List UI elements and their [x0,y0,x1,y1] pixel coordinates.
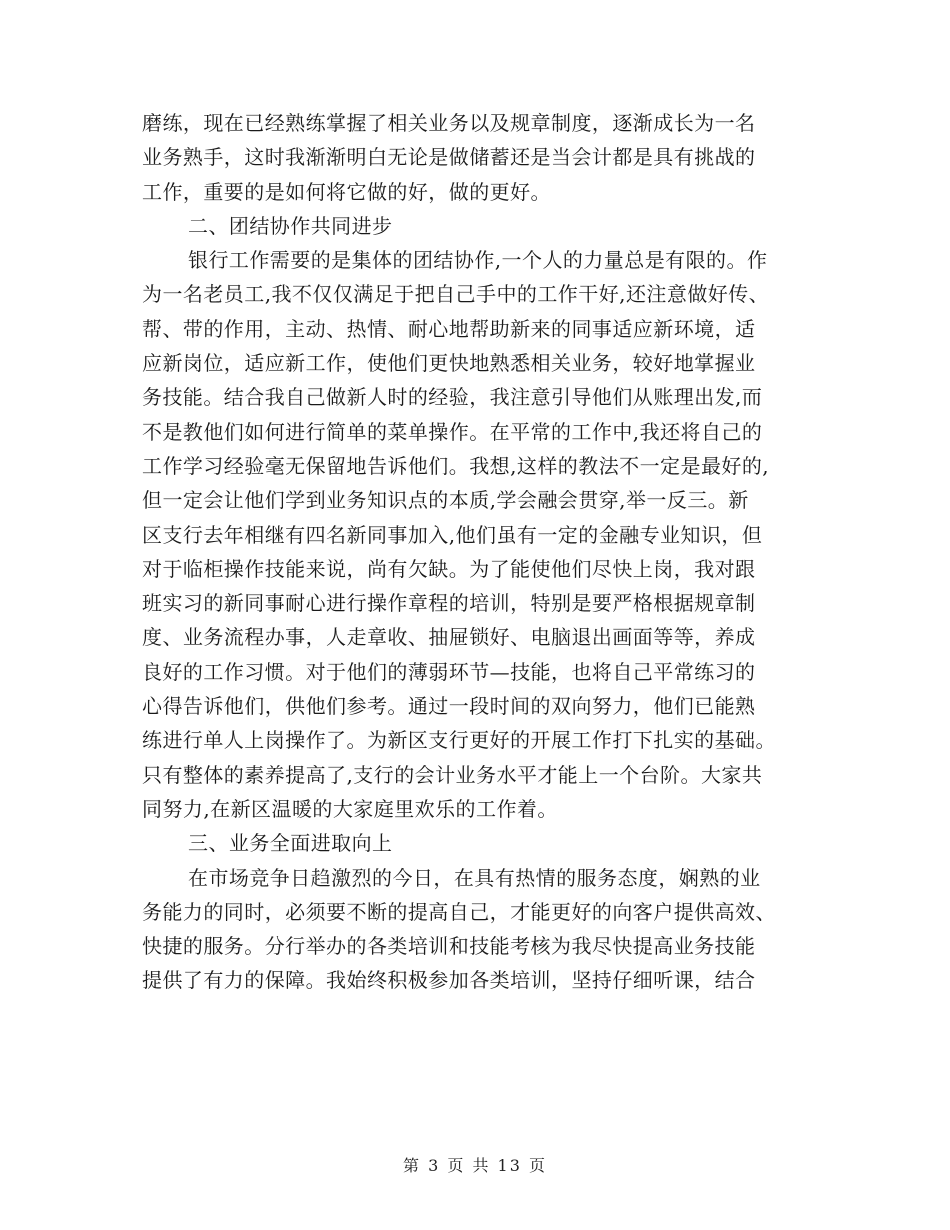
document-text-line: 应新岗位，适应新工作，使他们更快地熟悉相关业务，较好地掌握业 [142,351,756,376]
document-text-line: 银行工作需要的是集体的团结协作,一个人的力量总是有限的。作 [188,248,768,273]
document-text-line: 为一名老员工,我不仅仅满足于把自己手中的工作干好,还注意做好传、 [142,282,770,307]
document-text-line: 帮、带的作用，主动、热情、耐心地帮助新来的同事适应新环境，适 [142,316,756,341]
document-text-line: 区支行去年相继有四名新同事加入,他们虽有一定的金融专业知识，但 [142,522,763,547]
document-text-line: 不是教他们如何进行简单的菜单操作。在平常的工作中,我还将自己的 [142,419,763,444]
document-text-line: 对于临柜操作技能来说，尚有欠缺。为了能使他们尽快上岗，我对跟 [142,556,756,581]
document-text-line: 良好的工作习惯。对于他们的薄弱环节—技能，也将自己平常练习的 [142,659,756,684]
document-text-line: 工作，重要的是如何将它做的好，做的更好。 [142,179,551,204]
document-text-line: 在市场竞争日趋激烈的今日，在具有热情的服务态度，娴熟的业 [188,865,761,890]
document-text-line: 但一定会让他们学到业务知识点的本质,学会融会贯穿,举一反三。新 [142,488,749,513]
document-text-line: 练进行单人上岗操作了。为新区支行更好的开展工作打下扎实的基础。 [142,728,776,753]
document-text-line: 务能力的同时，必须要不断的提高自己，才能更好的向客户提供高效、 [142,899,776,924]
document-text-line: 度、业务流程办事，人走章收、抽屉锁好、电脑退出画面等等，养成 [142,625,756,650]
document-text-line: 工作学习经验毫无保留地告诉他们。我想,这样的教法不一定是最好的, [142,453,770,478]
document-text-line: 心得告诉他们，供他们参考。通过一段时间的双向努力，他们已能熟 [142,694,756,719]
document-text-line: 同努力,在新区温暖的大家庭里欢乐的工作着。 [142,796,558,821]
document-text-line: 快捷的服务。分行举办的各类培训和技能考核为我尽快提高业务技能 [142,934,756,959]
document-text-line: 二、团结协作共同进步 [188,213,393,238]
document-text-line: 务技能。结合我自己做新人时的经验，我注意引导他们从账理出发,而 [142,385,763,410]
document-body [142,106,812,998]
document-text-line: 只有整体的素养提高了,支行的会计业务水平才能上一个台阶。大家共 [142,762,763,787]
page-number-footer: 第 3 页 共 13 页 [403,1156,547,1175]
document-text-line: 业务熟手，这时我渐渐明白无论是做储蓄还是当会计都是具有挑战的 [142,145,756,170]
document-text-line: 磨练，现在已经熟练掌握了相关业务以及规章制度，逐渐成长为一名 [142,111,756,135]
document-text-line: 三、业务全面进取向上 [188,831,393,856]
document-text-line: 提供了有力的保障。我始终积极参加各类培训，坚持仔细听课，结合 [142,968,756,993]
document-text-line: 班实习的新同事耐心进行操作章程的培训，特别是要严格根据规章制 [142,591,756,616]
